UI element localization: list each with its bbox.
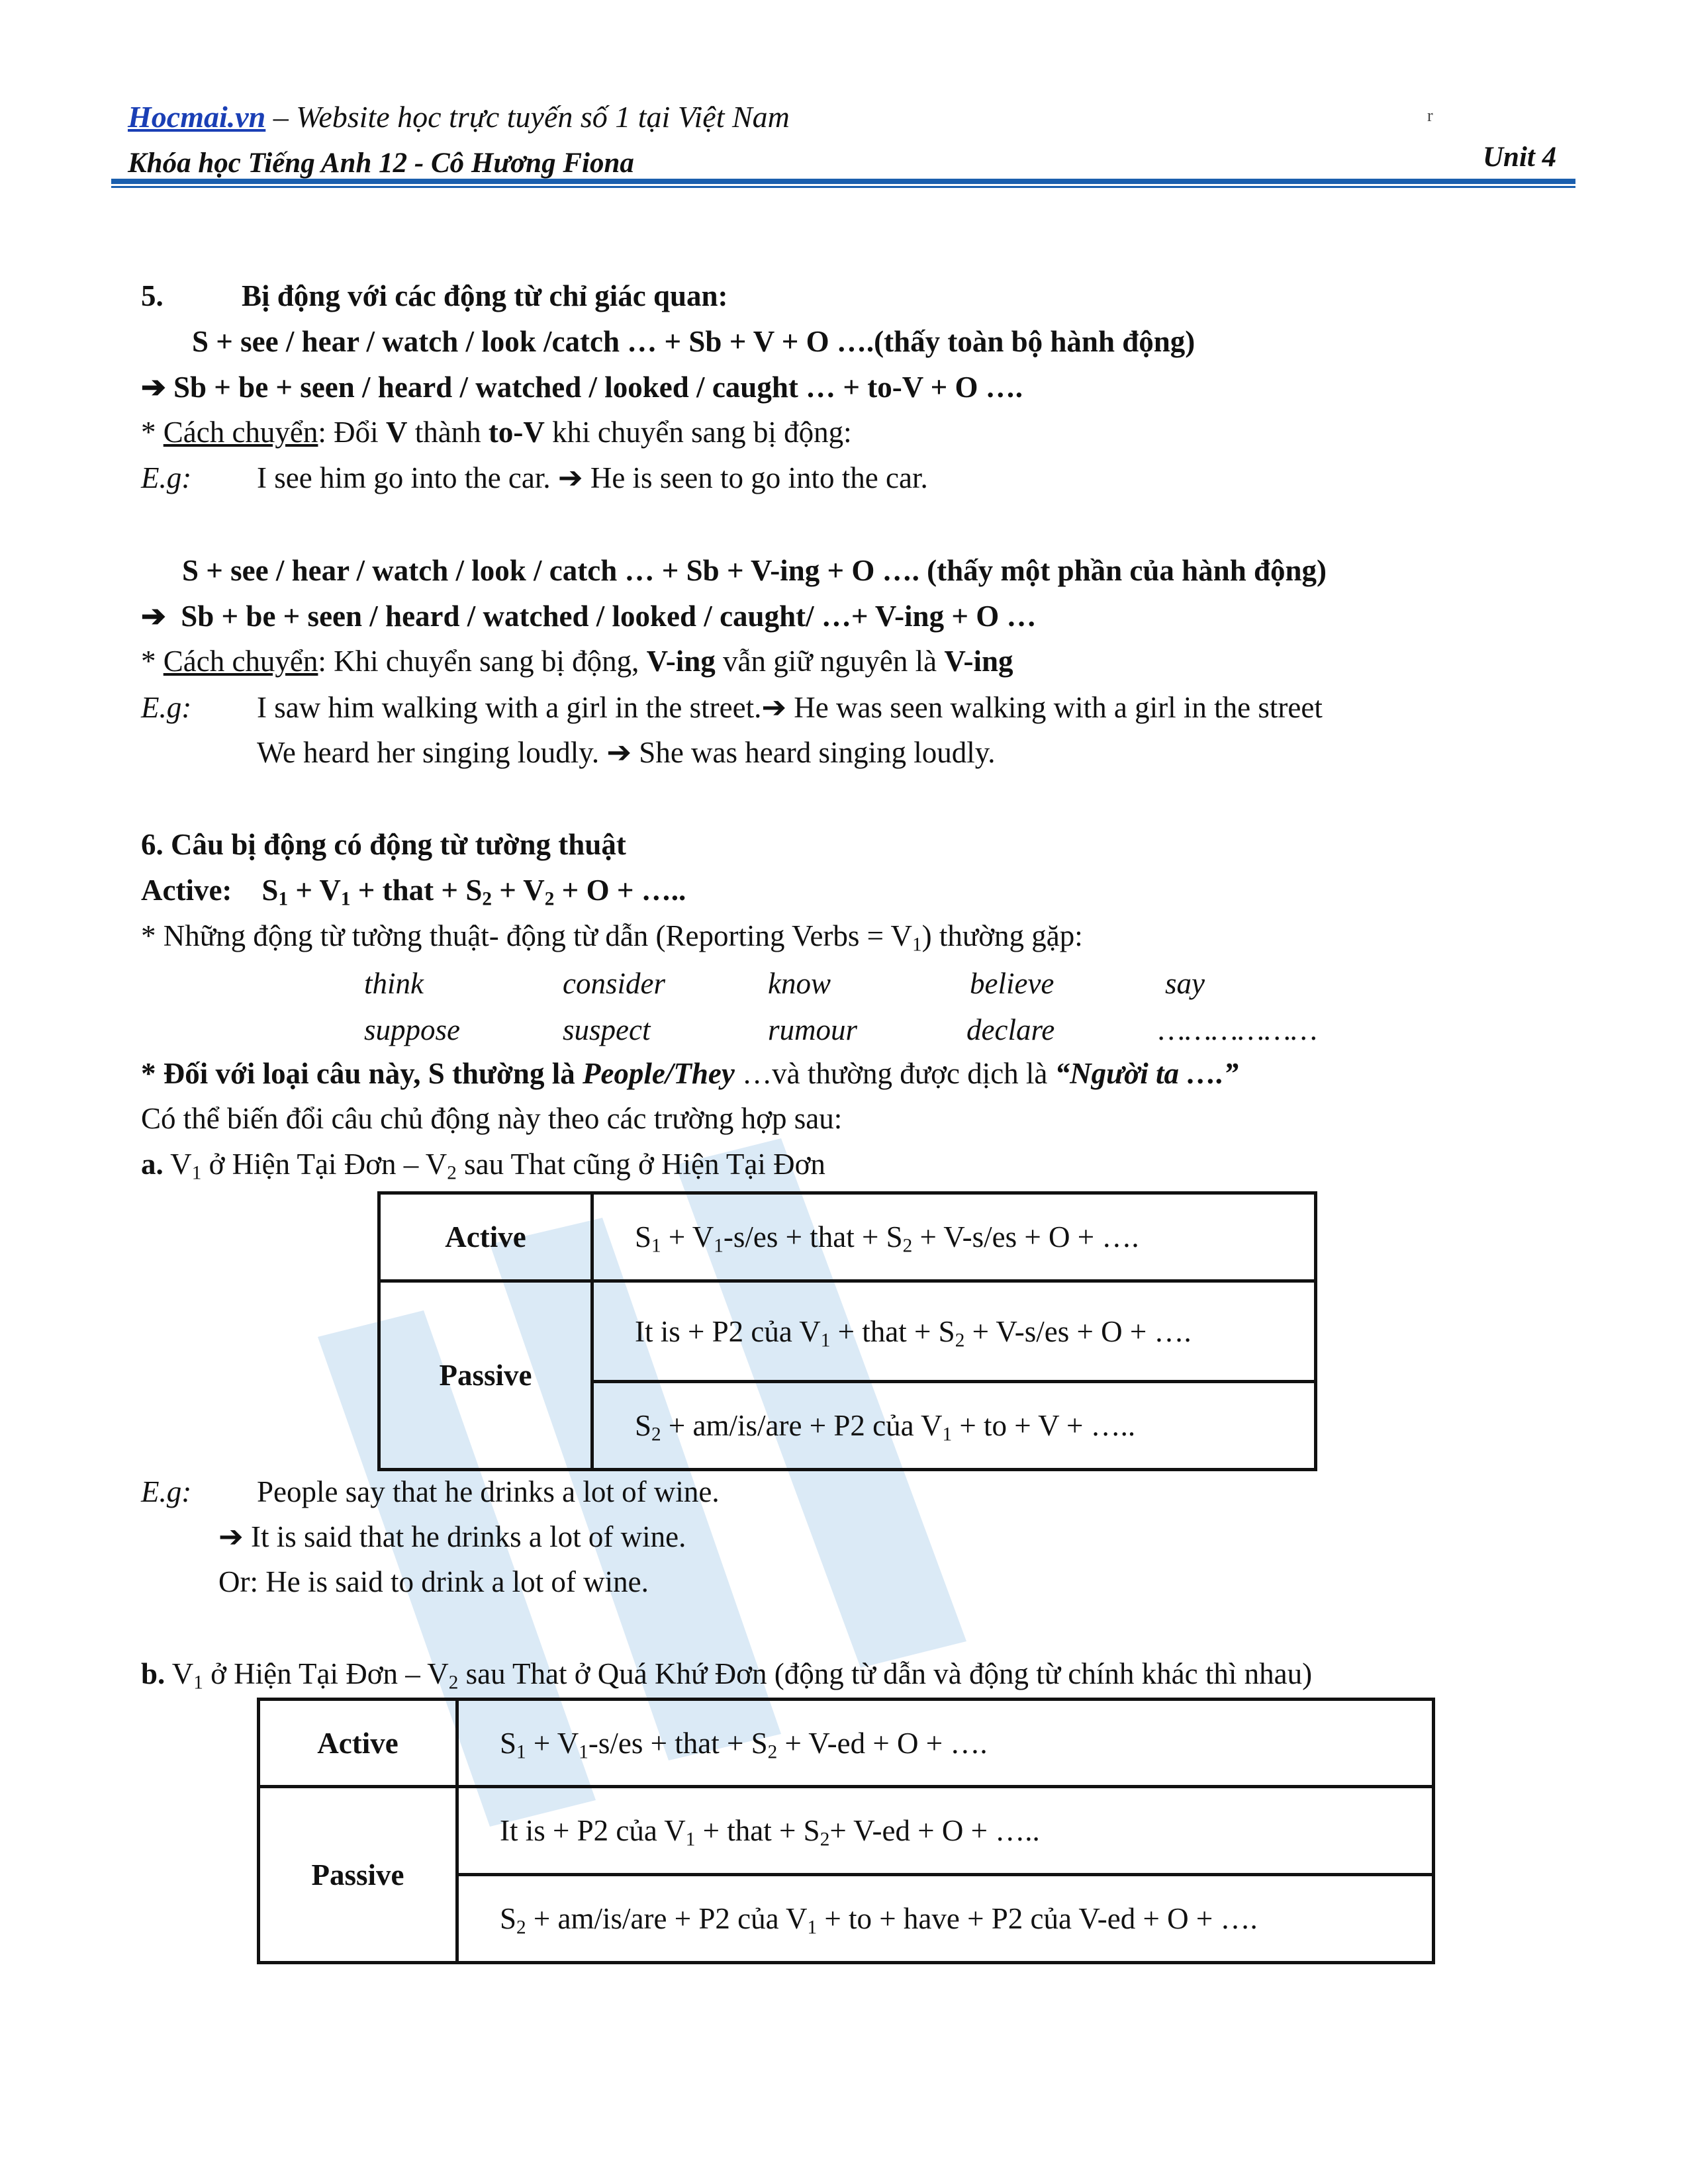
active-label: Active [379,1193,592,1281]
site-header [128,99,790,134]
section-5-title: Bị động với các động từ chỉ giác quan: [242,279,728,312]
active-formula: Active: $S_1 + V_1$ + that + $S_2 + V_2 + O$ + ….. [141,874,686,910]
example-sentence: Or: He is said to drink a lot of wine. [218,1565,649,1598]
active-formula-cell: $S_1 + V_1-s/es$ + that + $S_2 + V-s/es + O$ + …. [592,1193,1316,1281]
verb: believe [970,967,1055,1000]
section-5-number: 5. [141,279,164,312]
example-label: E.g: [141,691,192,724]
arrow-right-icon: ➔ [141,600,166,633]
case-a-heading: a. $V_1$ ở Hiện Tại Đơn – $V_2$ sau That cũng ở Hiện Tại Đơn [141,1148,825,1184]
corner-mark: r [1427,106,1433,125]
verb: ……………… [1158,1013,1318,1046]
formula-see-passive: ➔ Sb + be + seen / heard / watched / looked / caught … + to-V + O …. [141,371,1023,404]
passive-label: Passive [259,1787,457,1963]
formula-see-active: S + see / hear / watch / look /catch … + Sb + V + O ….(thấy toàn bộ hành động) [192,325,1196,358]
case-b-table [257,1698,1435,1964]
header-rule-thin [111,186,1575,188]
unit-label: Unit 4 [1483,142,1557,173]
example-label: E.g: [141,461,192,494]
course-title: Khóa học Tiếng Anh 12 - Cô Hương Fiona [128,148,634,179]
arrow-right-icon: ➔ [141,371,166,404]
formula-see-ing-active: S + see / hear / watch / look / catch … + Sb + V-ing + O …. (thấy một phần của hành động) [182,554,1327,587]
example-sentence: We heard her singing loudly. ➔ She was heard singing loudly. [257,736,996,769]
example-label: E.g: [141,1475,192,1508]
site-link[interactable]: Hocmai.vn [128,100,266,134]
active-formula-cell: $S_1 + V_1-s/es$ + that + $S_2 + V-ed + O$ + …. [457,1700,1434,1787]
reporting-verbs-note: * Những động từ tường thuật- động từ dẫn (Reporting Verbs = $V_1$) thường gặp: [141,919,1083,956]
verb: know [768,967,831,1000]
example-sentence: ➔ It is said that he drinks a lot of wine. [218,1520,686,1553]
example-sentence: People say that he drinks a lot of wine. [257,1475,720,1508]
cases-intro: Có thể biến đổi câu chủ động này theo các trường hợp sau: [141,1102,843,1135]
header-rule [111,179,1575,184]
site-tagline: – Website học trực tuyến số 1 tại Việt Nam [265,100,790,134]
passive-label: Passive [379,1281,592,1470]
verb: think [364,967,424,1000]
passive-formula-cell: $S_2 + am/is/are + P2$ của $V_1$ + to + have + P2 của V-ed + O + …. [457,1875,1434,1963]
case-b-heading: b. $V_1$ ở Hiện Tại Đơn – $V_2$ sau That ở Quá Khứ Đơn (động từ dẫn và động từ chính khác thì nhau) [141,1657,1313,1694]
conversion-note-1: * Cách chuyển: Đổi V thành to-V khi chuyển sang bị động: [141,416,852,449]
passive-formula-cell: $S_2 + am/is/are + P2$ của $V_1$ + to + V + ….. [592,1382,1316,1470]
verb: consider [563,967,665,1000]
verb: suspect [563,1013,651,1046]
verb: suppose [364,1013,460,1046]
example-sentence: I see him go into the car. ➔ He is seen to go into the car. [257,461,928,494]
section-6-title: 6. Câu bị động có động từ tường thuật [141,828,626,861]
verb: declare [966,1013,1055,1046]
verb: say [1165,967,1205,1000]
conversion-note-2: * Cách chuyển: Khi chuyển sang bị động, V-ing vẫn giữ nguyên là V-ing [141,645,1013,678]
formula-see-ing-passive: ➔ Sb + be + seen / heard / watched / looked / caught/ …+ V-ing + O … [141,600,1037,633]
subject-note: * Đối với loại câu này, S thường là People/They …và thường được dịch là “Người ta ….” [141,1057,1239,1090]
passive-formula-cell: It is + P2 của $V_1$ + that + $S_2 + V-s/es + O$ + …. [592,1281,1316,1382]
passive-formula-cell: It is + P2 của $V_1$ + that + $S_2+ V-ed + O$ + ….. [457,1787,1434,1875]
active-label: Active [259,1700,457,1787]
example-sentence: I saw him walking with a girl in the street.➔ He was seen walking with a girl in the street [257,691,1323,724]
verb: rumour [768,1013,858,1046]
case-a-table [377,1191,1317,1471]
